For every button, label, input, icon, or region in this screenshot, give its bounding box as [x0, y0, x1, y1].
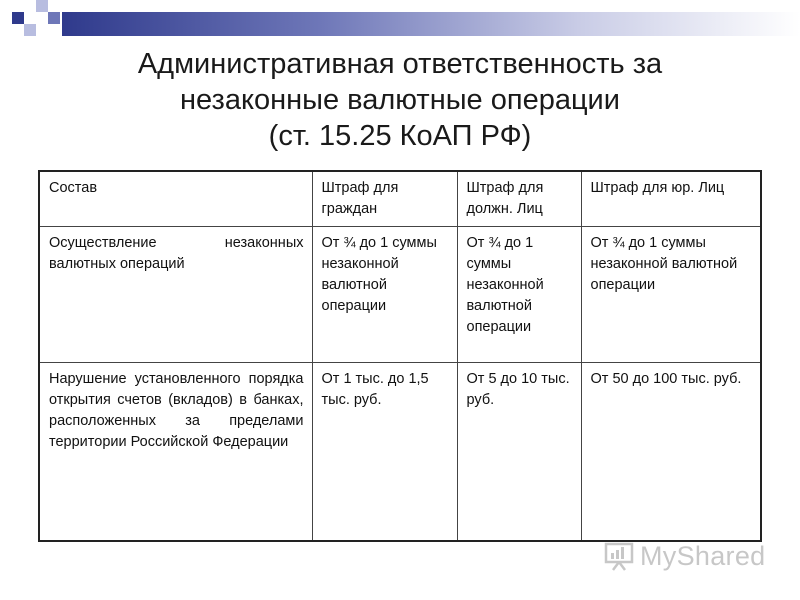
- table-cell: От ¾ до 1 суммы незаконной валютной операции: [457, 227, 581, 363]
- table-cell: От 1 тыс. до 1,5 тыс. руб.: [312, 363, 457, 541]
- watermark-logo: [604, 538, 774, 574]
- title-line-2: незаконные валютные операции: [180, 84, 620, 116]
- decor-square-light: [36, 0, 48, 12]
- presentation-board-icon: [604, 541, 634, 571]
- table-row: [39, 227, 761, 363]
- title-line-3: (ст. 15.25 КоАП РФ): [268, 120, 532, 152]
- title-line-1: Административная ответственность за: [137, 48, 663, 80]
- header-cell-legal-entities: Штраф для юр. Лиц: [581, 171, 761, 227]
- decor-square-dark: [12, 12, 24, 24]
- decor-gradient-bar: [62, 12, 800, 36]
- table-cell: От ¾ до 1 суммы незаконной валютной операции: [312, 227, 457, 363]
- table-cell: От ¾ до 1 суммы незаконной валютной операции: [581, 227, 761, 363]
- fines-table: [38, 170, 762, 542]
- table-cell: Нарушение установленного порядка открытия счетов (вкладов) в банках, расположенных за пределами территории Российской Федерации: [39, 363, 312, 541]
- header-cell-composition: Состав: [39, 171, 312, 227]
- decorative-header-band: [0, 0, 800, 36]
- header-cell-citizens: Штраф для граждан: [312, 171, 457, 227]
- table-cell: Осуществление незаконных валютных операций: [39, 227, 312, 363]
- watermark-text: MyShared: [640, 540, 766, 571]
- table-cell: От 50 до 100 тыс. руб.: [581, 363, 761, 541]
- table-row: [39, 363, 761, 541]
- decor-square-light: [24, 24, 36, 36]
- decor-square-mid: [48, 12, 60, 24]
- slide-title: [60, 46, 740, 154]
- header-cell-officials: Штраф для должн. Лиц: [457, 171, 581, 227]
- table-header-row: [39, 171, 761, 227]
- table-cell: От 5 до 10 тыс. руб.: [457, 363, 581, 541]
